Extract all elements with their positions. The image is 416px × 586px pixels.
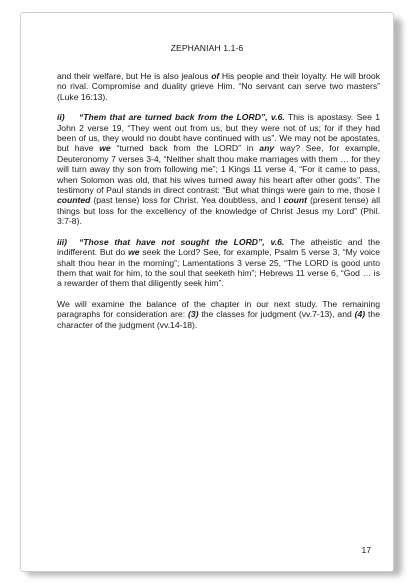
paragraph [57, 112, 380, 226]
page-body [57, 71, 380, 340]
body-text: The atheistic and the indifferent. But do [57, 236, 380, 258]
section-numeral: iii) [57, 236, 68, 247]
emphasis-text: (4) [354, 309, 366, 320]
body-text: His people and their loyalty. He will brook no rival. Compromise and duality grieve Him. “No servant can serve two masters” (Luke 16:13). [57, 71, 381, 102]
paragraph [57, 299, 380, 330]
body-text: “turned back from the LORD” in [110, 143, 260, 154]
body-text: (past tense) loss for Christ. Yea doubtless, and I [90, 195, 284, 206]
body-text: This is apostasy. See 1 John 2 verse 19, “They went out from us, but they were not of us; for if they had been of us, they would no doubt have continued with us”. We may not be apostates, but have [57, 112, 380, 154]
section-heading: “Them that are turned back from the LORD”, v.6. [79, 112, 285, 123]
emphasis-text: count [283, 195, 308, 206]
running-header: ZEPHANIAH 1.1-6 [170, 43, 244, 53]
section-heading: “Those that have not sought the LORD”, v.6. [79, 236, 285, 247]
emphasis-text: we [99, 143, 111, 154]
body-text: and their welfare, but He is also jealous [57, 71, 212, 81]
body-text: way? See, for example, Deuteronomy 7 verses 3-4, “Neither shalt thou make marriages with them … for they will turn away thy son from following me”; 1 Kings 11 verse 4, “For it came to pass, when Solomon was old, that his wives turned away his heart after other gods”. The testimony of Paul stands in direct contrast: “But what things were gain to me, those I [57, 143, 380, 196]
page-number: 17 [361, 545, 371, 555]
paragraph [57, 237, 380, 289]
body-text: the classes for judgment (vv.7-13), and [198, 309, 355, 320]
emphasis-text: (3) [187, 309, 199, 320]
body-text: (present tense) all things but loss for the excellency of the knowledge of Christ Jesus my Lord” (Phil. 3:7-8). [57, 195, 380, 227]
emphasis-text: counted [57, 195, 91, 206]
body-text: seek the Lord? See, for example, Psalm 5 verse 3, “My voice shalt thou hear in the morning”; Lamentations 3 verse 25, “The LORD is good unto them that wait for him, to the soul that seeketh him”; Hebrews 11 verse 6, “God … is a rewarder of them that diligently seek him”. [57, 247, 380, 289]
emphasis-text: of [211, 71, 220, 81]
book-page [20, 12, 394, 572]
emphasis-text: we [128, 247, 140, 258]
emphasis-text: any [259, 143, 275, 154]
body-text: We will examine the balance of the chapter in our next study. The remaining paragraphs for consideration are: [57, 298, 380, 320]
body-text: the character of the judgment (vv.14-18). [57, 309, 380, 330]
section-numeral: ii) [57, 112, 65, 123]
paragraph [57, 71, 380, 102]
